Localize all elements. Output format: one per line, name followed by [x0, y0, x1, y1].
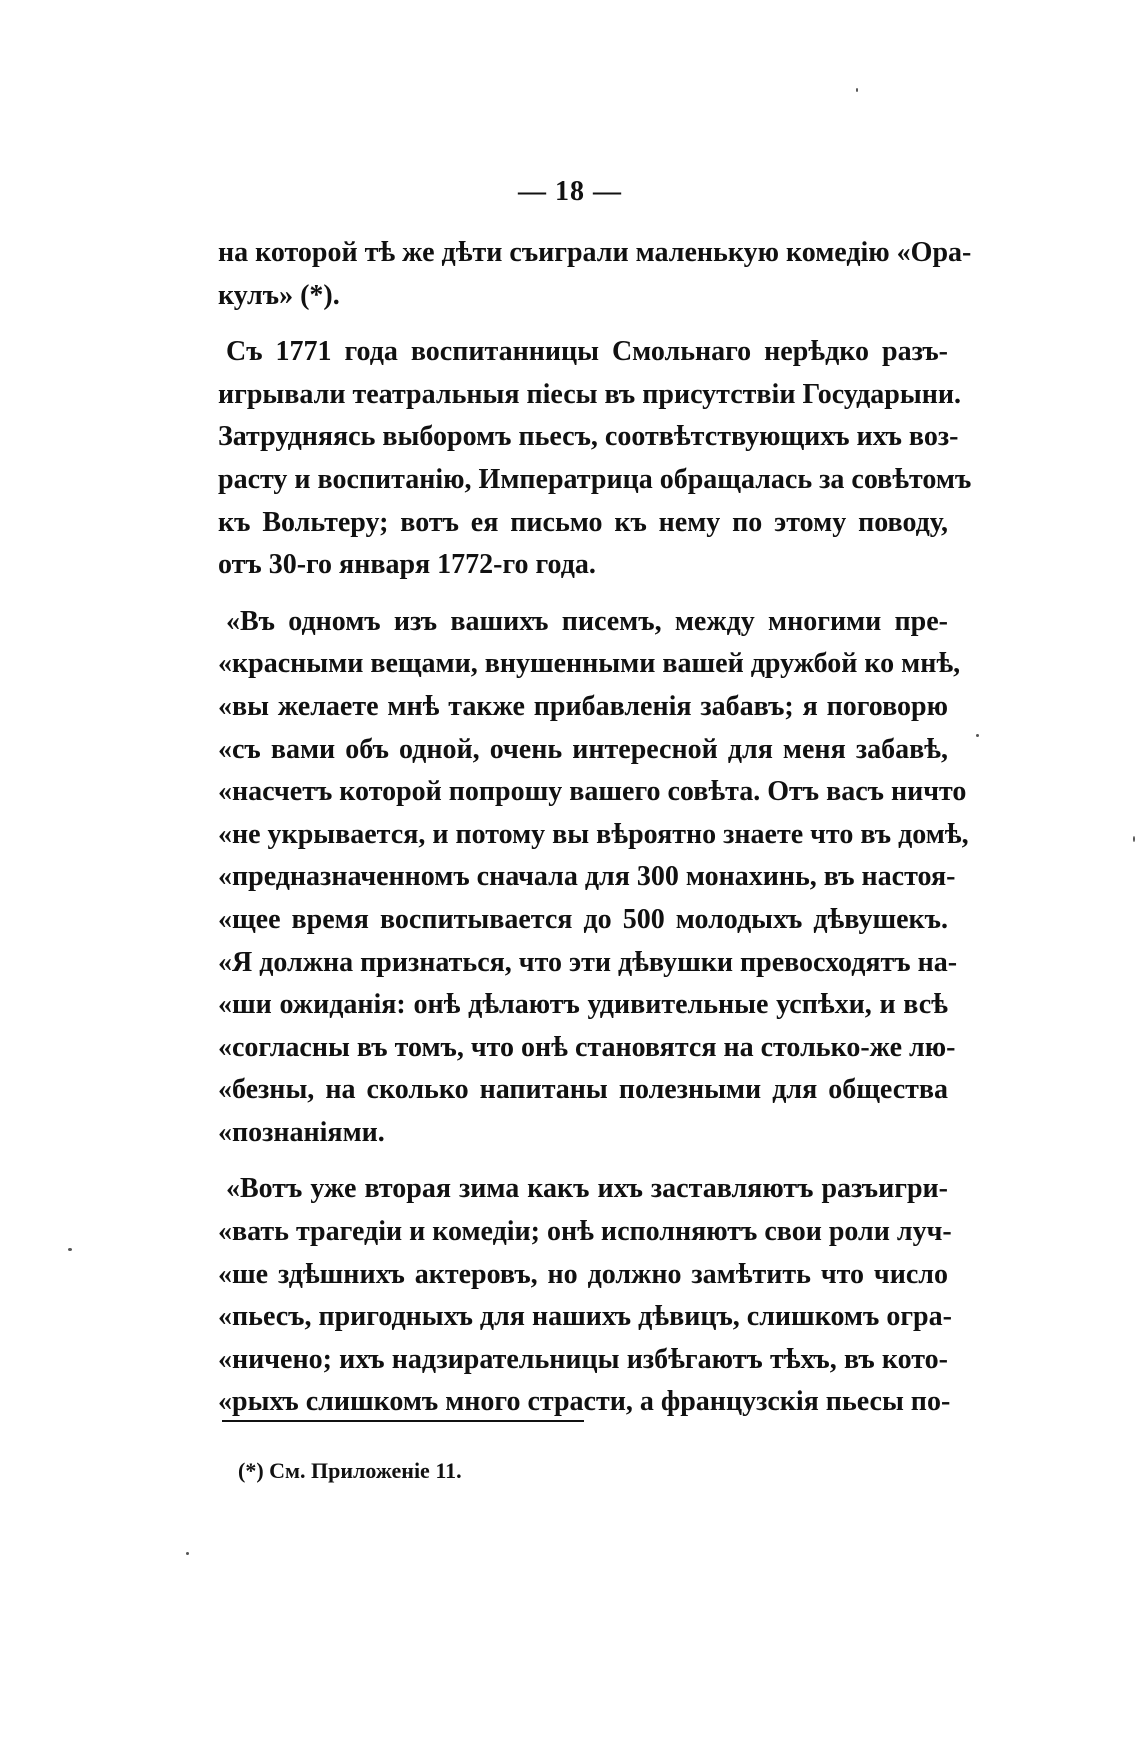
text-line: игрывали театральныя піесы въ присутствіи Государыни. — [218, 378, 961, 410]
footnote-divider — [222, 1420, 584, 1422]
scan-speck — [186, 1552, 189, 1555]
text-line: «красными вещами, внушенными вашей дружбой ко мнѣ, — [218, 648, 961, 680]
text-line: «Я должна признаться, что эти дѣвушки превосходятъ на- — [218, 946, 958, 978]
text-line: «Вотъ уже вторая зима какъ ихъ заставляютъ разъигри- — [226, 1173, 948, 1205]
text-line: на которой тѣ же дѣти съиграли маленькую комедію «Ора- — [218, 237, 972, 268]
text-line: «ничено; ихъ надзирательницы избѣгаютъ тѣхъ, въ кото- — [218, 1343, 948, 1375]
scan-speck — [856, 88, 858, 92]
text-line: кулъ» (*). — [218, 279, 340, 311]
text-line: Съ 1771 года воспитанницы Смольнаго нерѣдко разъ- — [226, 336, 948, 368]
scan-speck — [1133, 836, 1135, 842]
text-line: «пьесъ, пригодныхъ для нашихъ дѣвицъ, слишкомъ огра- — [218, 1301, 952, 1333]
text-line: «щее время воспитывается до 500 молодыхъ дѣвушекъ. — [218, 903, 948, 935]
text-line: «съ вами объ одной, очень интересной для меня забавѣ, — [218, 733, 948, 765]
text-line: Затрудняясь выборомъ пьесъ, соотвѣтствующихъ ихъ воз- — [218, 421, 959, 453]
footnote: (*) См. Приложеніе 11. — [238, 1458, 462, 1483]
body-text — [218, 232, 972, 1424]
text-line: «рыхъ слишкомъ много страсти, а французскія пьесы по- — [218, 1386, 951, 1418]
text-line: «Въ одномъ изъ вашихъ писемъ, между многими пре- — [226, 605, 948, 637]
text-line: «насчетъ которой попрошу вашего совѣта. Отъ васъ ничто — [218, 776, 967, 808]
text-line: къ Вольтеру; вотъ ея письмо къ нему по этому поводу, — [218, 506, 948, 538]
text-line: «ше здѣшнихъ актеровъ, но должно замѣтить что число — [218, 1258, 948, 1290]
text-line: расту и воспитанію, Императрица обращалась за совѣтомъ — [218, 463, 972, 495]
text-line: «вы желаете мнѣ также прибавленія забавъ; я поговорю — [218, 690, 948, 722]
scan-speck — [976, 734, 979, 737]
text-line: «познаніями. — [218, 1116, 385, 1148]
scan-speck — [68, 1248, 72, 1251]
text-line: «согласны въ томъ, что онѣ становятся на столько-же лю- — [218, 1031, 956, 1063]
text-line: «предназначенномъ сначала для 300 монахинь, въ настоя- — [218, 861, 956, 893]
text-line: отъ 30-го января 1772-го года. — [218, 549, 596, 581]
text-line: «безны, на сколько напитаны полезными для общества — [218, 1074, 948, 1106]
page-number: — 18 — — [518, 176, 622, 207]
text-line: «вать трагедіи и комедіи; онѣ исполняютъ свои роли луч- — [218, 1216, 952, 1248]
text-line: «ши ожиданія: онѣ дѣлаютъ удивительные успѣхи, и всѣ — [218, 989, 948, 1021]
text-line: «не укрывается, и потому вы вѣроятно знаете что въ домѣ, — [218, 818, 969, 850]
